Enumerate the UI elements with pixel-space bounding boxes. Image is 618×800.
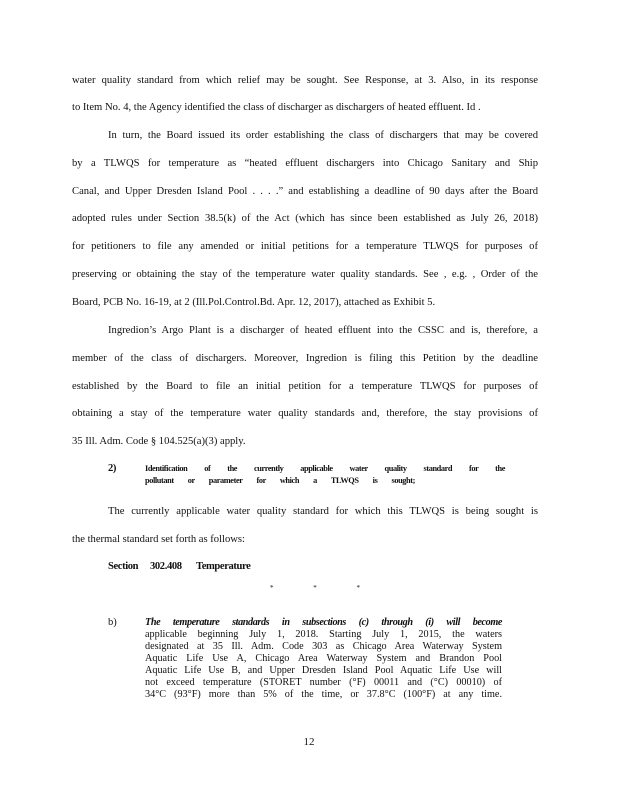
paragraph-line: by a TLWQS for temperature as “heated effluent dischargers into Chicago Sanitary and Ship [72, 158, 538, 169]
paragraph-line: member of the class of dischargers. Moreover, Ingredion is filing this Petition by the deadline [72, 353, 538, 364]
paragraph-line: 35 Ill. Adm. Code § 104.525(a)(3) apply. [72, 436, 246, 447]
item-heading-line: Identification of the currently applicable water quality standard for the [145, 464, 505, 473]
star: * [270, 584, 274, 592]
paragraph-line: In turn, the Board issued its order establishing the class of dischargers that may be covered [108, 130, 538, 141]
paragraph-line: adopted rules under Section 38.5(k) of the Act (which has since been established as July 26, 2018) [72, 213, 538, 224]
section-title: Temperature [196, 561, 251, 572]
star: * [356, 584, 360, 592]
paragraph-line: for petitioners to file any amended or initial petitions for a temperature TLWQS for purposes of [72, 241, 538, 252]
paragraph-line: Canal, and Upper Dresden Island Pool . . . .” and establishing a deadline of 90 days after the Board [72, 186, 538, 197]
item-number: 2) [108, 463, 117, 474]
paragraph-line: the thermal standard set forth as follows: [72, 534, 245, 545]
quote-line: 34°C (93°F) more than 5% of the time, or 37.8°C (100°F) at any time. [145, 689, 502, 700]
paragraph-line: established by the Board to file an initial petition for a temperature TLWQS for purposes of [72, 381, 538, 392]
paragraph-line: The currently applicable water quality standard for which this TLWQS is being sought is [108, 506, 538, 517]
quote-line: Aquatic Life Use A, Chicago Area Waterway System and Brandon Pool [145, 653, 502, 664]
paragraph-line: to Item No. 4, the Agency identified the class of discharger as dischargers of heated effluent. Id . [72, 102, 481, 113]
star: * [313, 584, 317, 592]
paragraph-line: Ingredion’s Argo Plant is a discharger of heated effluent into the CSSC and is, therefore, a [108, 325, 538, 336]
paragraph-line: Board, PCB No. 16-19, at 2 (Ill.Pol.Control.Bd. Apr. 12, 2017), attached as Exhibit 5. [72, 297, 436, 308]
paragraph-line: preserving or obtaining the stay of the temperature water quality standards. See , e.g. , Order of the [72, 269, 538, 280]
item-heading-line: pollutant or parameter for which a TLWQS is sought; [145, 476, 415, 485]
quote-line: Aquatic Life Use B, and Upper Dresden Island Pool Aquatic Life Use will [145, 665, 502, 676]
section-label: Section [108, 561, 139, 572]
paragraph-line: water quality standard from which relief may be sought. See Response, at 3. Also, in its response [72, 75, 538, 86]
omission-stars [270, 584, 360, 592]
quote-line: applicable beginning July 1, 2018. Starting July 1, 2015, the waters [145, 629, 502, 640]
page-number: 12 [303, 736, 315, 748]
section-number: 302.408 [150, 561, 182, 572]
quote-line: not exceed temperature (STORET number (°F) 00011 and (°C) 00010) of [145, 677, 502, 688]
subsection-label: b) [108, 617, 117, 628]
quote-line: The temperature standards in subsections (c) through (i) will become [145, 617, 502, 628]
quote-line: designated at 35 Ill. Adm. Code 303 as Chicago Area Waterway System [145, 641, 502, 652]
paragraph-line: obtaining a stay of the temperature water quality standards and, therefore, the stay provisions of [72, 408, 538, 419]
